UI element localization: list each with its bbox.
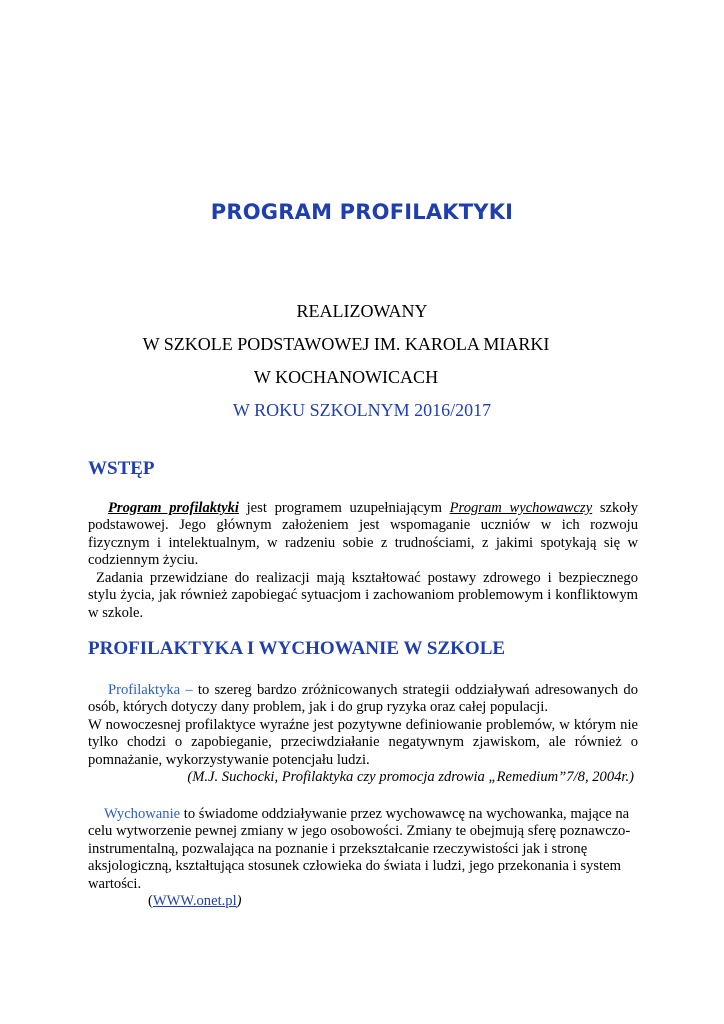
document-title: PROGRAM PROFILAKTYKI — [210, 200, 514, 224]
paragraph-wstep-intro — [88, 500, 638, 570]
heading-profilaktyka-wychowanie: PROFILAKTYKA I WYCHOWANIE W SZKOLE — [88, 638, 506, 659]
source-paren-open: ( — [148, 893, 153, 910]
source-link-onet[interactable]: WWW.onet.pl — [152, 893, 237, 910]
paragraph-wstep-tasks — [88, 570, 638, 622]
source-paren-close: ) — [236, 893, 242, 910]
subtitle-school-name: W SZKOLE PODSTAWOWEJ IM. KAROLA MIARKI — [142, 334, 550, 354]
heading-wstep: WSTĘP — [88, 458, 155, 479]
text-wstep-intro-a: jest programem uzupełniającym — [238, 500, 450, 516]
text-wstep-tasks: Zadania przewidziane do realizacji mają kształtować postawy zdrowego i bezpiecznego stylu życia, jak również zapobiegać sytuacjom i zachowaniom problemowym i konfliktowym w szkole. — [88, 570, 638, 621]
paragraph-wychowanie — [88, 806, 638, 910]
term-wychowanie: Wychowanie — [104, 806, 181, 822]
paragraph-profilaktyka — [88, 682, 638, 786]
subtitle-school-year: W ROKU SZKOLNYM 2016/2017 — [232, 400, 492, 420]
subtitle-location: W KOCHANOWICACH — [253, 367, 439, 387]
text-wychowanie-definition: to świadome oddziaływanie przez wychowawcę na wychowanka, mające na celu wytworzenie pewnej zmiany w jego osobowości. Zmiany te obejmują sferę poznawczo-instrumentalną, pozwalająca na poznanie i przekształcanie rzeczywistości jak i stronę aksjologiczną, kształtująca stosunek człowieka do świata i ludzi, jego przekonania i system wartości. — [88, 806, 631, 892]
term-program-wychowawczy: Program wychowawczy — [449, 500, 593, 516]
term-profilaktyka: Profilaktyka – — [108, 682, 193, 698]
subtitle-realizowany: REALIZOWANY — [296, 301, 428, 321]
citation-suchocki: (M.J. Suchocki, Profilaktyka czy promocja zdrowia „Remedium”7/8, 2004r.) — [187, 769, 634, 786]
source-line — [88, 893, 638, 910]
text-profilaktyka-modern: W nowoczesnej profilaktyce wyraźne jest pozytywne definiowanie problemów, w którym nie tylko chodzi o zapobieganie, przeciwdziałanie negatywnym zjawiskom, ale również o pomnażanie, wykorzystywanie potencjału ludzi. — [88, 716, 638, 768]
text-wstep-intro-b: szkoły podstawowej. Jego głównym założeniem jest wspomaganie uczniów w ich rozwoju fizycznym i intelektualnym, w radzeniu sobie z trudnościami, z jakimi spotykają się w codziennym życiu. — [88, 500, 638, 569]
text-profilaktyka-definition: to szereg bardzo zróżnicowanych strategii oddziaływań adresowanych do osób, których dotyczy dany problem, jak i do grup ryzyka oraz całej populacji. — [88, 682, 639, 716]
term-program-profilaktyki: Program profilaktyki — [108, 500, 239, 516]
